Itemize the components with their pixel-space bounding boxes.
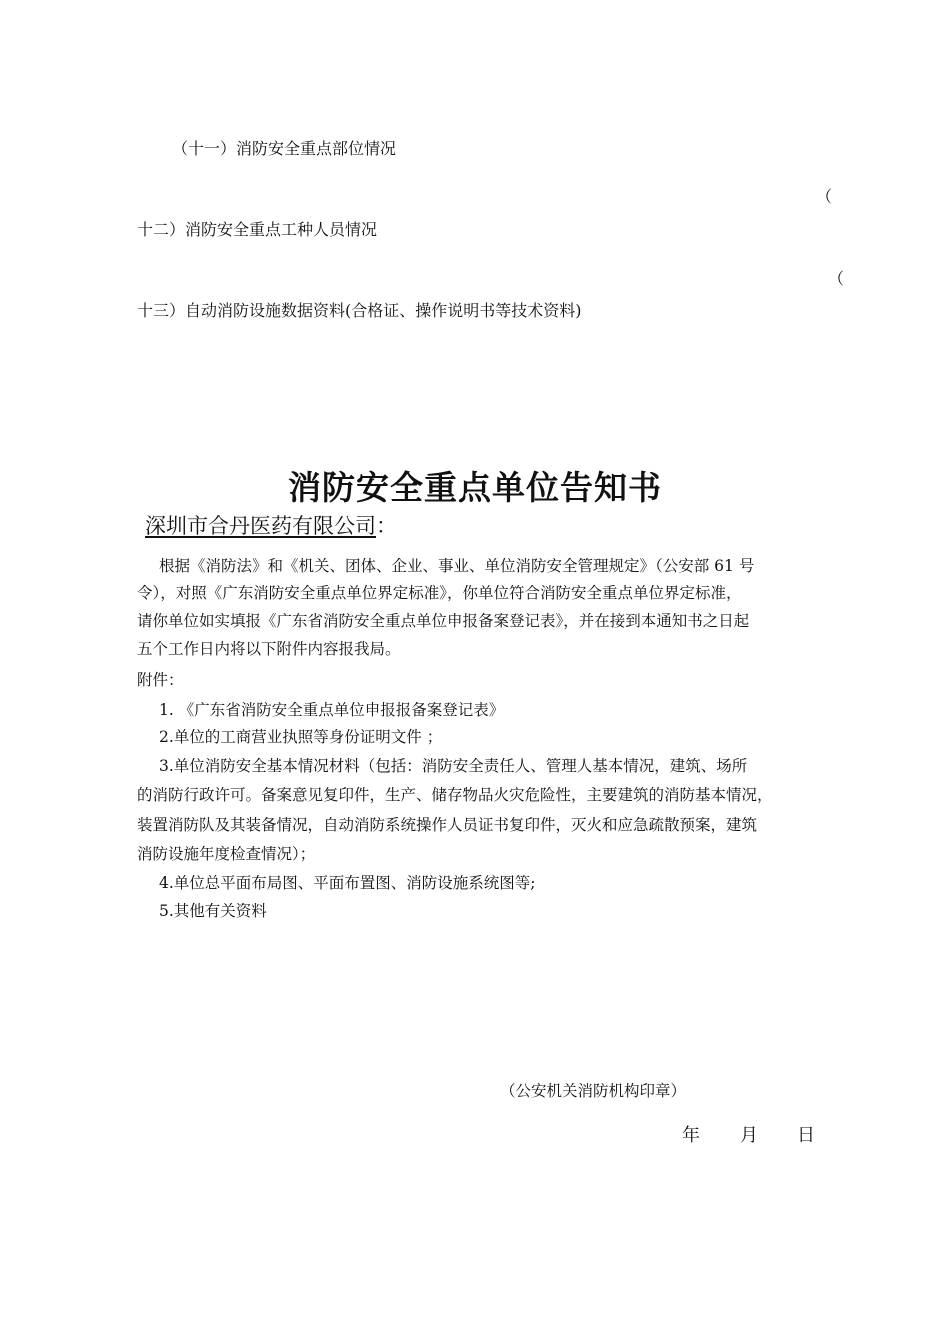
attachment-3-line-3: 装置消防队及其装备情况，自动消防系统操作人员证书复印件，灭火和应急疏散预案，建筑 bbox=[137, 816, 758, 834]
attachment-3-line-1: 3.单位消防安全基本情况材料（包括：消防安全责任人、管理人基本情况，建筑、场所 bbox=[159, 757, 748, 775]
attachment-2: 2.单位的工商营业执照等身份证明文件 ； bbox=[159, 728, 443, 746]
addressee-suffix: ： bbox=[376, 514, 397, 538]
date-day: 日 bbox=[797, 1125, 815, 1146]
item-12-paren: （ bbox=[816, 187, 833, 206]
paragraph-line-4: 五个工作日内将以下附件内容报我局。 bbox=[137, 640, 401, 658]
item-11: （十一）消防安全重点部位情况 bbox=[172, 139, 397, 158]
attachment-3-line-2: 的消防行政许可。备案意见复印件，生产、储存物品火灾危险性，主要建筑的消防基本情况， bbox=[137, 786, 773, 804]
attachment-1: 1. 《广东省消防安全重点单位申报报备案登记表》 bbox=[159, 701, 505, 719]
paragraph-line-2: 令），对照《广东消防安全重点单位界定标准》，你单位符合消防安全重点单位界定标准， bbox=[137, 584, 742, 602]
seal-text: （公安机关消防机构印章） bbox=[500, 1082, 687, 1100]
attachment-5: 5.其他有关资料 bbox=[159, 902, 267, 920]
item-13: 十三）自动消防设施数据资料(合格证、操作说明书等技术资料) bbox=[137, 301, 582, 320]
paragraph-line-3: 请你单位如实填报《广东省消防安全重点单位申报备案登记表》，并在接到本通知书之日起 bbox=[137, 612, 750, 630]
date-year: 年 bbox=[682, 1125, 700, 1146]
notice-title: 消防安全重点单位告知书 bbox=[288, 468, 662, 507]
paragraph-line-1: 根据《消防法》和《机关、团体、企业、事业、单位消防安全管理规定》（公安部 61 号 bbox=[159, 557, 755, 575]
attachment-4: 4.单位总平面布局图、平面布置图、消防设施系统图等; bbox=[159, 874, 536, 892]
attachments-label: 附件： bbox=[137, 671, 184, 689]
addressee-name: 深圳市合丹医药有限公司 bbox=[145, 514, 376, 538]
date-month: 月 bbox=[740, 1125, 758, 1146]
item-12: 十二）消防安全重点工种人员情况 bbox=[137, 220, 378, 239]
item-13-paren: （ bbox=[828, 269, 845, 288]
addressee bbox=[137, 512, 397, 540]
attachment-3-line-4: 消防设施年度检查情况）； bbox=[137, 845, 316, 863]
